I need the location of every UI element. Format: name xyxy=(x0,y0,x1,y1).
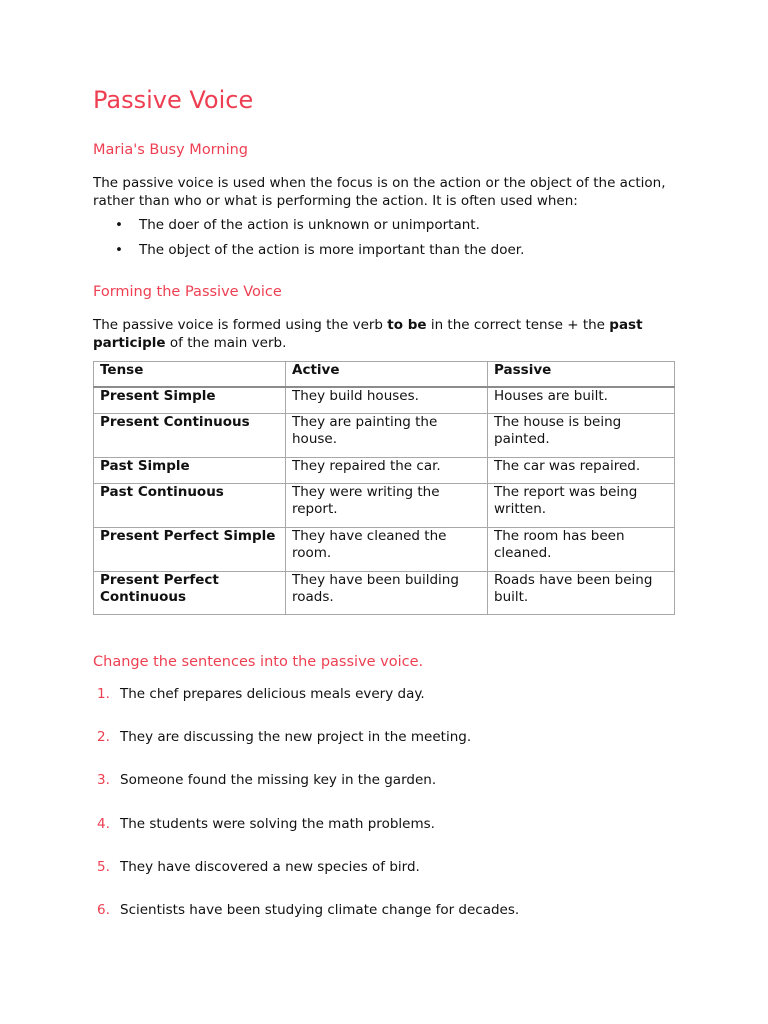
exercise-sentence: They are discussing the new project in the meeting. xyxy=(120,729,472,746)
passive-cell: The report was being written. xyxy=(488,483,675,527)
section-heading-marias-morning: Maria's Busy Morning xyxy=(93,142,249,158)
tense-cell: Present Perfect Continuous xyxy=(94,571,286,614)
active-cell: They were writing the report. xyxy=(286,483,488,527)
exercise-item xyxy=(93,772,519,815)
tense-table xyxy=(93,361,675,615)
passive-cell: The house is being painted. xyxy=(488,413,675,457)
exercise-item xyxy=(93,686,519,729)
exercise-sentence: Scientists have been studying climate change for decades. xyxy=(120,901,520,918)
table-row xyxy=(94,571,675,614)
tense-cell: Past Continuous xyxy=(94,483,286,527)
exercise-item xyxy=(93,729,519,772)
exercise-number: 4. xyxy=(97,815,110,832)
exercise-number: 3. xyxy=(97,772,110,789)
table-row xyxy=(94,387,675,413)
exercise-number: 2. xyxy=(97,729,110,746)
formation-text: The passive voice is formed using the verb xyxy=(93,317,388,333)
active-cell: They build houses. xyxy=(286,387,488,413)
tense-cell: Present Simple xyxy=(94,387,286,413)
exercise-sentence: They have discovered a new species of bird. xyxy=(120,858,420,875)
table-row xyxy=(94,413,675,457)
bullet-icon: • xyxy=(115,217,123,233)
exercise-item xyxy=(93,816,519,859)
section-heading-exercise: Change the sentences into the passive voice. xyxy=(93,654,424,670)
formation-text: of the main verb. xyxy=(165,334,287,351)
page-title: Passive Voice xyxy=(93,86,254,114)
intro-paragraph: The passive voice is used when the focus is on the action or the object of the action, rather than who or what is performing the action. It is often used when: xyxy=(93,175,666,209)
column-header-tense: Tense xyxy=(94,362,286,388)
table-header-row xyxy=(94,362,675,388)
tense-cell: Present Perfect Simple xyxy=(94,527,286,571)
passive-cell: The car was repaired. xyxy=(488,457,675,483)
table-row xyxy=(94,483,675,527)
active-cell: They repaired the car. xyxy=(286,457,488,483)
exercise-list xyxy=(93,686,519,945)
active-cell: They have cleaned the room. xyxy=(286,527,488,571)
bullet-text: The doer of the action is unknown or unimportant. xyxy=(139,217,480,233)
section-heading-forming: Forming the Passive Voice xyxy=(93,284,282,300)
formation-paragraph xyxy=(93,317,675,352)
bullet-text: The object of the action is more important than the doer. xyxy=(139,242,525,258)
exercise-sentence: The students were solving the math problems. xyxy=(120,815,435,832)
formation-bold-participle: past participle xyxy=(93,317,643,351)
formation-bold-verb: to be xyxy=(387,317,427,333)
passive-cell: Roads have been being built. xyxy=(488,571,675,614)
bullet-icon: • xyxy=(115,242,123,258)
exercise-number: 5. xyxy=(97,858,110,875)
active-cell: They are painting the house. xyxy=(286,413,488,457)
exercise-number: 6. xyxy=(97,901,110,918)
exercise-sentence: The chef prepares delicious meals every day. xyxy=(120,686,425,702)
exercise-item xyxy=(93,859,519,902)
exercise-sentence: Someone found the missing key in the garden. xyxy=(120,772,437,789)
formation-text: in the correct tense + the xyxy=(426,317,610,333)
column-header-passive: Passive xyxy=(488,362,675,388)
bullet-item xyxy=(93,217,524,242)
passive-cell: Houses are built. xyxy=(488,387,675,413)
bullet-item xyxy=(93,242,524,267)
active-cell: They have been building roads. xyxy=(286,571,488,614)
tense-cell: Present Continuous xyxy=(94,413,286,457)
exercise-item xyxy=(93,902,519,945)
passive-cell: The room has been cleaned. xyxy=(488,527,675,571)
usage-bullet-list xyxy=(93,217,524,267)
exercise-number: 1. xyxy=(97,686,110,702)
column-header-active: Active xyxy=(286,362,488,388)
table-row xyxy=(94,457,675,483)
tense-cell: Past Simple xyxy=(94,457,286,483)
table-row xyxy=(94,527,675,571)
